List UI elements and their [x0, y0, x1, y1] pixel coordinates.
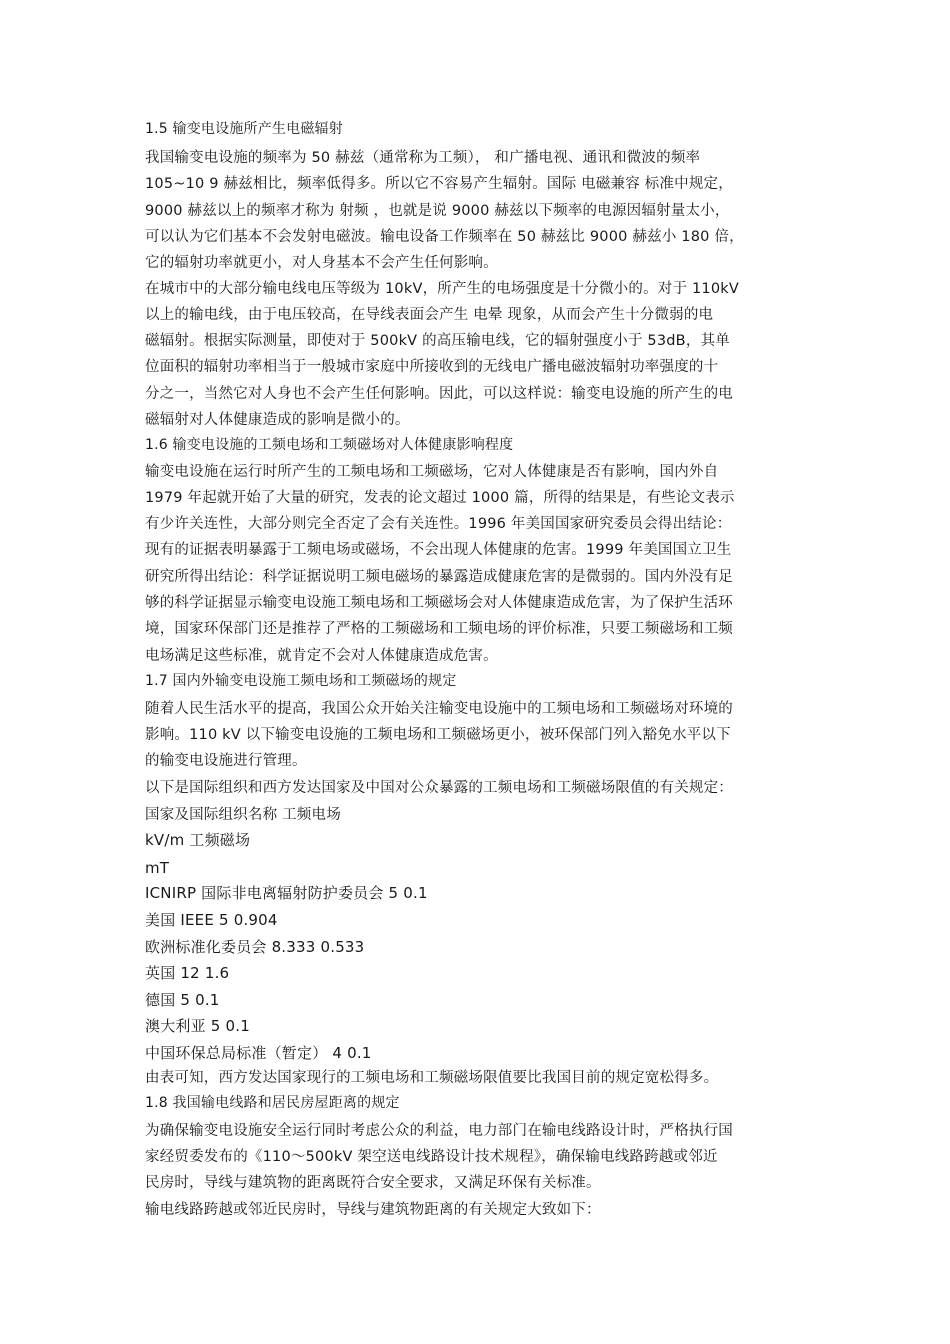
paragraph-line: 民房时，导线与建筑物的距离既符合安全要求，又满足环保有关标准。 — [145, 1175, 601, 1191]
section-heading-1-7: 1.7 国内外输变电设施工频电场和工频磁场的规定 — [145, 673, 457, 689]
table-row: 欧洲标准化委员会 8.333 0.533 — [145, 938, 365, 956]
paragraph-line: 的输变电设施进行管理。 — [145, 753, 307, 769]
paragraph-line: 分之一，当然它对人身也不会产生任何影响。因此，可以这样说：输变电设施的所产生的电 — [145, 386, 733, 402]
paragraph-line: 位面积的辐射功率相当于一般城市家庭中所接收到的无线电广播电磁波辐射功率强度的十 — [145, 359, 719, 375]
paragraph-line: 输电线路跨越或邻近民房时，导线与建筑物距离的有关规定大致如下： — [145, 1202, 601, 1218]
paragraph-line: 磁辐射。根据实际测量，即使对于 500kV 的高压输电线，它的辐射强度小于 53dB，其单 — [145, 333, 730, 349]
paragraph-line: 我国输变电设施的频率为 50 赫兹（通常称为工频）， 和广播电视、通讯和微波的频率 — [145, 150, 701, 166]
paragraph-line: 以下是国际组织和西方发达国家及中国对公众暴露的工频电场和工频磁场限值的有关规定： — [145, 780, 733, 796]
section-heading-1-5: 1.5 输变电设施所产生电磁辐射 — [145, 121, 343, 137]
paragraph-line: 够的科学证据显示输变电设施工频电场和工频磁场会对人体健康造成危害，为了保护生活环 — [145, 595, 733, 611]
table-header-line: mT — [145, 859, 170, 877]
paragraph-line: 由表可知，西方发达国家现行的工频电场和工频磁场限值要比我国目前的规定宽松得多。 — [145, 1070, 719, 1086]
table-row: 澳大利亚 5 0.1 — [145, 1017, 250, 1035]
paragraph-line: 它的辐射功率就更小，对人身基本不会产生任何影响。 — [145, 255, 498, 271]
paragraph-line: 可以认为它们基本不会发射电磁波。输电设备工作频率在 50 赫兹比 9000 赫兹小 180 倍， — [145, 229, 744, 245]
section-heading-1-8: 1.8 我国输电线路和居民房屋距离的规定 — [145, 1095, 400, 1111]
paragraph-line: 电场满足这些标准，就肯定不会对人体健康造成危害。 — [145, 648, 498, 664]
paragraph-line: 105~10 9 赫兹相比，频率低得多。所以它不容易产生辐射。国际 电磁兼容 标准中规定， — [145, 176, 733, 192]
table-header-line: kV/m 工频磁场 — [145, 831, 251, 849]
table-row: ICNIRP 国际非电离辐射防护委员会 5 0.1 — [145, 884, 428, 902]
paragraph-line: 9000 赫兹以上的频率才称为 射频 ，也就是说 9000 赫兹以下频率的电源因辐射量太小， — [145, 203, 730, 219]
table-row: 中国环保总局标准（暂定） 4 0.1 — [145, 1044, 372, 1062]
section-heading-1-6: 1.6 输变电设施的工频电场和工频磁场对人体健康影响程度 — [145, 437, 514, 453]
paragraph-line: 1979 年起就开始了大量的研究，发表的论文超过 1000 篇，所得的结果是，有些论文表示 — [145, 490, 735, 506]
paragraph-line: 在城市中的大部分输电线电压等级为 10kV，所产生的电场强度是十分微小的。对于 110kV — [145, 281, 739, 297]
paragraph-line: 境，国家环保部门还是推荐了严格的工频磁场和工频电场的评价标准，只要工频磁场和工频 — [145, 621, 733, 637]
paragraph-line: 为确保输变电设施安全运行同时考虑公众的利益，电力部门在输电线路设计时，严格执行国 — [145, 1123, 733, 1139]
paragraph-line: 家经贸委发布的《110～500kV 架空送电线路设计技术规程》，确保输电线路跨越或邻近 — [145, 1149, 718, 1165]
paragraph-line: 研究所得出结论：科学证据说明工频电磁场的暴露造成健康危害的是微弱的。国内外没有足 — [145, 569, 733, 585]
paragraph-line: 有少许关连性，大部分则完全否定了会有关连性。1996 年美国国家研究委员会得出结论： — [145, 516, 732, 532]
paragraph-line: 磁辐射对人体健康造成的影响是微小的。 — [145, 412, 410, 428]
table-row: 德国 5 0.1 — [145, 991, 220, 1009]
paragraph-line: 随着人民生活水平的提高，我国公众开始关注输变电设施中的工频电场和工频磁场对环境的 — [145, 701, 733, 717]
paragraph-line: 以上的输电线，由于电压较高，在导线表面会产生 电晕 现象，从而会产生十分微弱的电 — [145, 307, 714, 323]
table-row: 美国 IEEE 5 0.904 — [145, 911, 278, 929]
paragraph-line: 现有的证据表明暴露于工频电场或磁场，不会出现人体健康的危害。1999 年美国国立卫生 — [145, 542, 732, 558]
table-header-line: 国家及国际组织名称 工频电场 — [145, 807, 341, 823]
paragraph-line: 输变电设施在运行时所产生的工频电场和工频磁场，它对人体健康是否有影响，国内外自 — [145, 464, 719, 480]
paragraph-line: 影响。110 kV 以下输变电设施的工频电场和工频磁场更小，被环保部门列入豁免水平以下 — [145, 727, 731, 743]
table-row: 英国 12 1.6 — [145, 964, 230, 982]
